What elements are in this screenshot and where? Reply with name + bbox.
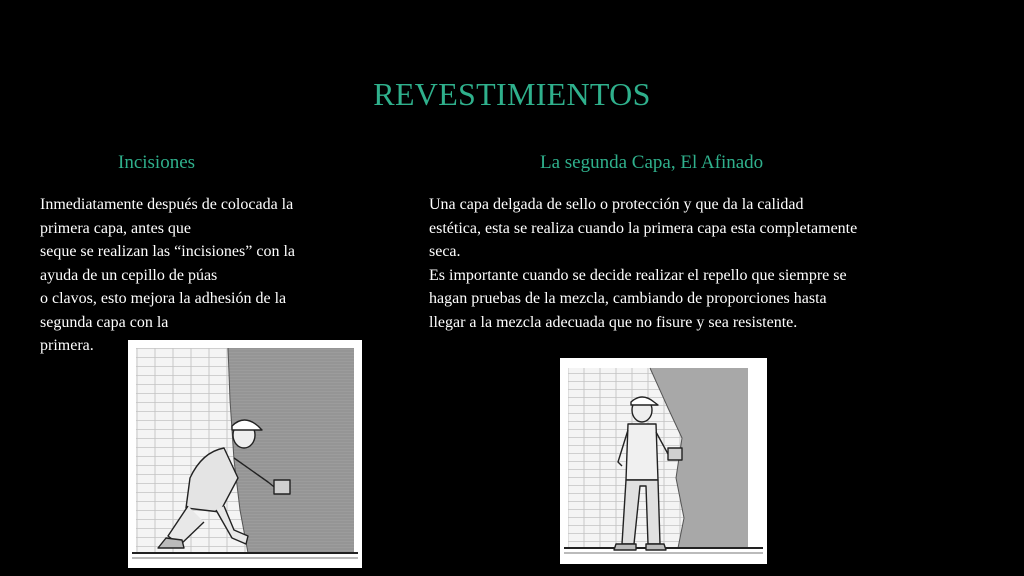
right-line: llegar a la mezcla adecuada que no fisure y sea resistente. [429, 313, 798, 331]
slide-title: REVESTIMIENTOS [373, 76, 651, 112]
right-paragraph [429, 193, 1009, 334]
left-line: o clavos, esto mejora la adhesión de la [40, 290, 287, 307]
right-line: Una capa delgada de sello o protección y que da la calidad [429, 196, 804, 213]
right-line: Es importante cuando se decide realizar el repello que siempre se [429, 266, 847, 284]
left-line: primera capa, antes que [40, 219, 192, 237]
left-line: Inmediatamente después de colocada la [40, 196, 294, 213]
right-line: seca. [429, 243, 461, 260]
left-line: seque se realizan las “incisiones” con la [40, 243, 295, 260]
finishing-illustration [560, 358, 767, 564]
left-heading: Incisiones [118, 152, 196, 173]
right-line: hagan pruebas de la mezcla, cambiando de proporciones hasta [429, 290, 827, 307]
left-line: segunda capa con la [40, 313, 169, 331]
left-line: ayuda de un cepillo de púas [40, 266, 218, 284]
left-paragraph [40, 193, 400, 358]
right-heading: La segunda Capa, El Afinado [540, 152, 764, 173]
right-line: estética, esta se realiza cuando la primera capa esta completamente [429, 219, 858, 237]
incision-illustration [128, 340, 362, 568]
left-line: primera. [40, 337, 94, 354]
